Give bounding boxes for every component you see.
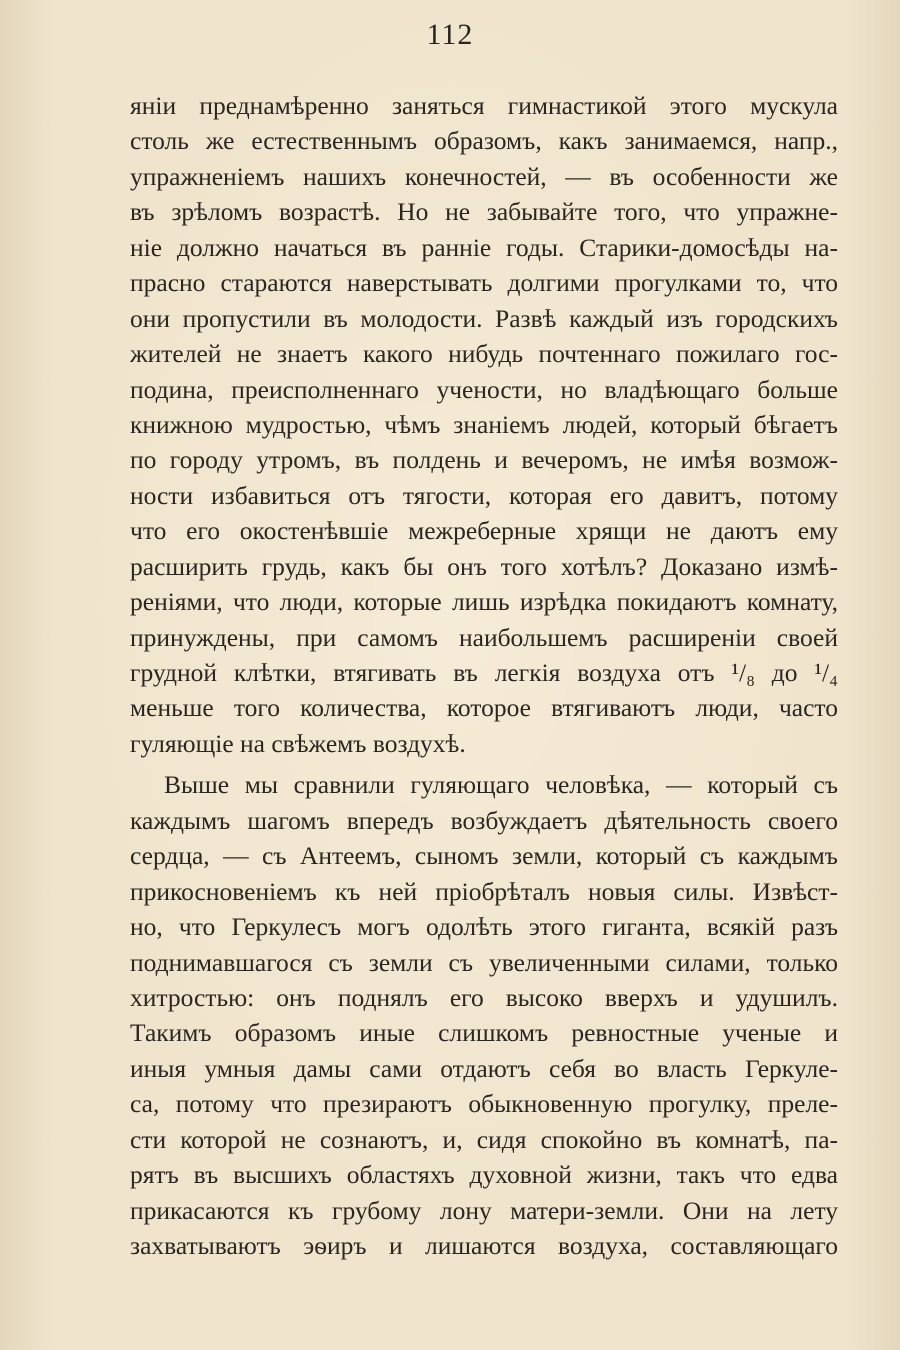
text-line: ніе должно начаться въ ранніе годы. Старики-домосѣды на- bbox=[130, 232, 838, 262]
text-line: гуляющіе на свѣжемъ воздухѣ. bbox=[130, 728, 466, 758]
text-line: принуждены, при самомъ наибольшемъ расширеніи своей bbox=[130, 622, 838, 652]
text-line: но, что Геркулесъ могъ одолѣть этого гиганта, всякій разъ bbox=[130, 912, 838, 942]
text-line: каждымъ шагомъ впередъ возбуждаетъ дѣятельность своего bbox=[130, 805, 838, 835]
text-line: жителей не знаетъ какого нибудь почтеннаго пожилаго гос- bbox=[130, 339, 838, 369]
text-line: расширить грудь, какъ бы онъ того хотѣлъ? Доказано измѣ- bbox=[130, 551, 838, 581]
text-line: прасно стараются наверстывать долгими прогулками то, что bbox=[130, 268, 838, 298]
text-line: реніями, что люди, которые лишь изрѣдка покидаютъ комнату, bbox=[130, 587, 838, 617]
text-line: въ зрѣломъ возрастѣ. Но не забывайте того, что упражне- bbox=[130, 197, 838, 227]
text-line: са, потому что презираютъ обыкновенную прогулку, преле- bbox=[130, 1089, 838, 1119]
text-line: сердца, — съ Антеемъ, сыномъ земли, который съ каждымъ bbox=[130, 841, 838, 871]
text-line: прикасаются къ грубому лону матери-земли. Они на лету bbox=[130, 1195, 838, 1225]
text-line: меньше того количества, которое втягиваютъ люди, часто bbox=[130, 693, 838, 723]
text-line: яніи преднамѣренно заняться гимнастикой этого мускула bbox=[130, 91, 838, 120]
text-line: рятъ въ высшихъ областяхъ духовной жизни, такъ что едва bbox=[130, 1160, 838, 1190]
text-line: сти которой не сознаютъ, и, сидя спокойно въ комнатѣ, па- bbox=[130, 1124, 838, 1154]
paragraph-2 bbox=[130, 767, 838, 1263]
text-line: иныя умныя дамы сами отдаютъ себя во власть Геркуле- bbox=[130, 1053, 838, 1083]
page-number: 112 bbox=[426, 18, 474, 51]
text-line: прикосновеніемъ къ ней пріобрѣталъ новыя силы. Извѣст- bbox=[130, 876, 838, 906]
text-line: Выше мы сравнили гуляющаго человѣка, — который съ bbox=[164, 770, 838, 800]
text-line: поднимавшагося съ земли съ увеличенными силами, только bbox=[130, 947, 838, 977]
text-line: что его окостенѣвшіе межреберные хрящи не даютъ ему bbox=[130, 516, 838, 546]
text-line: они пропустили въ молодости. Развѣ каждый изъ городскихъ bbox=[130, 303, 838, 333]
text-line: грудной клѣтки, втягивать въ легкія воздуха отъ ¹/₈ до ¹/₄ bbox=[130, 658, 838, 687]
text-line: хитростью: онъ поднялъ его высоко вверхъ и удушилъ. bbox=[130, 982, 838, 1012]
body-text bbox=[130, 88, 838, 1263]
text-line: Такимъ образомъ иные слишкомъ ревностные ученые и bbox=[130, 1018, 838, 1048]
paragraph-1 bbox=[130, 88, 838, 761]
text-line: подина, преисполненнаго учености, но владѣющаго больше bbox=[130, 374, 838, 404]
text-line: книжною мудростью, чѣмъ знаніемъ людей, который бѣгаетъ bbox=[130, 409, 838, 439]
text-line: по городу утромъ, въ полдень и вечеромъ, не имѣя возмож- bbox=[130, 445, 838, 475]
text-line: захватываютъ эѳиръ и лишаются воздуха, составляющаго bbox=[130, 1231, 838, 1260]
text-line: столь же естественнымъ образомъ, какъ занимаемся, напр., bbox=[130, 126, 838, 156]
text-line: упражненіемъ нашихъ конечностей, — въ особенности же bbox=[130, 161, 838, 191]
text-line: ности избавиться отъ тягости, которая его давитъ, потому bbox=[130, 480, 838, 510]
